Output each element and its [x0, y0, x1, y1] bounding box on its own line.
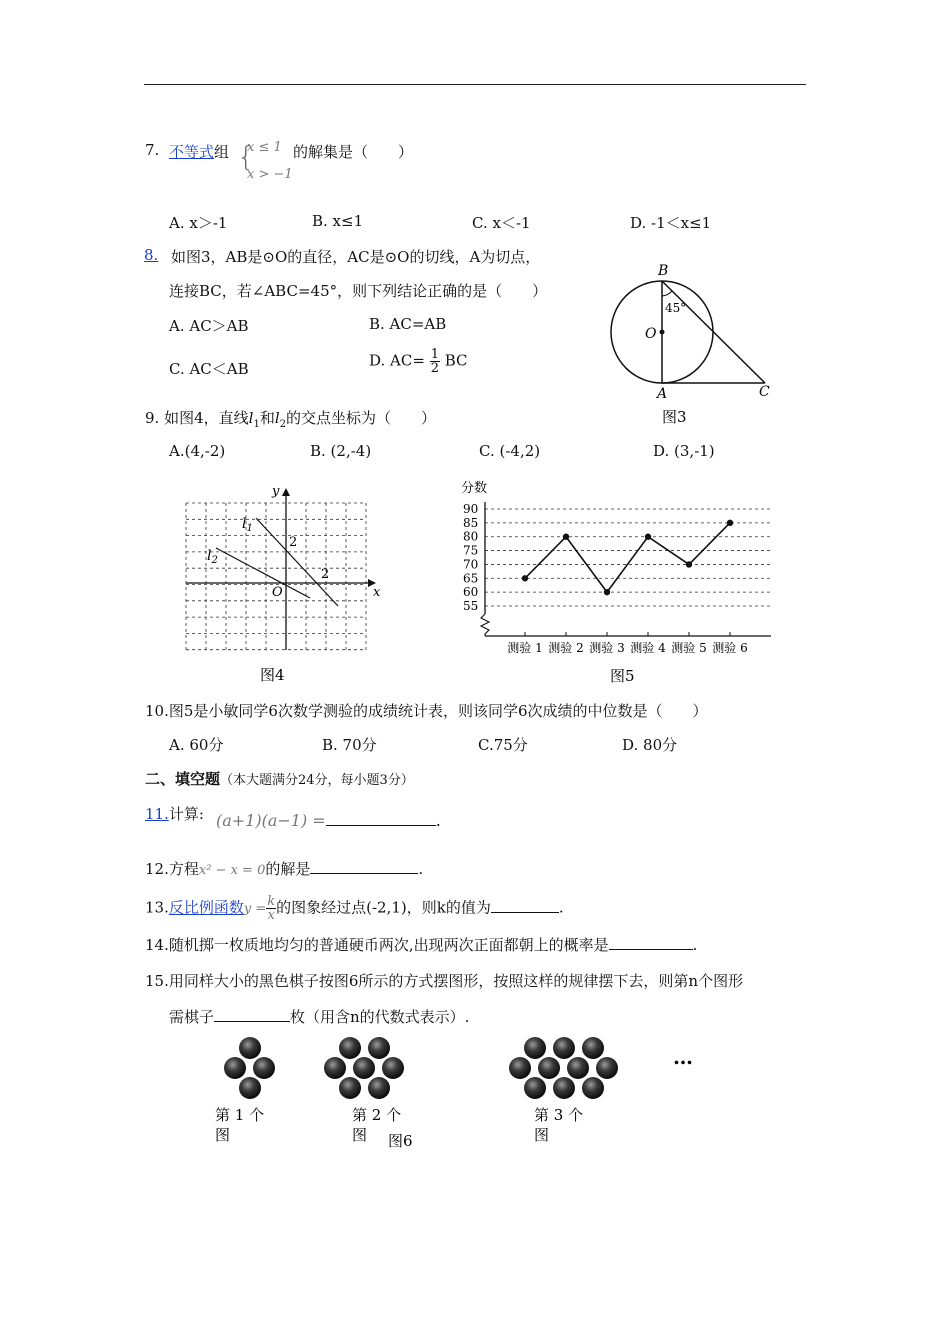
label-l2: $l_2$ [207, 548, 218, 566]
q10-option-d: D. 80分 [622, 736, 678, 754]
section-2-note: （本大题满分24分，每小题3分） [220, 773, 414, 788]
q13-link-inverse-function[interactable]: 反比例函数 [168, 898, 244, 917]
chart-y-tick-label: 75 [463, 543, 479, 558]
q9-stem: 9. 如图4，直线$l_1$和$l_2$的交点坐标为（ ） [145, 409, 437, 430]
chart-y-tick-label: 90 [463, 502, 479, 516]
center-point [660, 330, 665, 335]
grid-lines [186, 503, 366, 650]
y-axis-arrow [282, 488, 290, 496]
chart-point [563, 534, 569, 540]
chart-x-tick-label: 测验 4 [630, 641, 666, 655]
q13: 13.反比例函数y = $\frac{k}{x}$的图象经过点(-2,1)，则k的值为 . [145, 894, 564, 923]
chart-y-tick-label: 85 [463, 515, 479, 530]
label-y-2: 2 [289, 535, 298, 550]
label-x-2: 2 [321, 567, 330, 582]
chart-y-tick-label: 70 [463, 557, 479, 572]
label-x: x [373, 585, 381, 600]
chart-x-tick-label: 测验 3 [589, 641, 625, 655]
q14: 14.随机掷一枚质地均匀的普通硬币两次,出现两次正面都朝上的概率是 . [145, 936, 698, 954]
chart-y-tick-label: 55 [463, 599, 479, 613]
black-stone [253, 1057, 275, 1079]
q10-option-a: A. 60分 [169, 736, 224, 754]
pattern-2-label: 第 2 个 [352, 1106, 402, 1124]
chart-point [645, 534, 651, 540]
label-o: O [645, 326, 657, 342]
chart-y-tick-label: 60 [463, 585, 479, 600]
black-stone [339, 1077, 361, 1099]
q11-expression: (a+1)(a−1) = . [216, 811, 441, 830]
q7-option-d: D. -1＜x≤1 [630, 214, 712, 232]
q8-line2: 连接BC，若∠ABC=45°，则下列结论正确的是（ ） [169, 282, 548, 300]
black-stone [582, 1077, 604, 1099]
chart-point [604, 589, 610, 595]
q10-option-c: C.75分 [478, 736, 528, 754]
q12: 12.方程x² − x = 0的解是 . [145, 860, 424, 878]
pattern-3-label: 第 3 个 [534, 1106, 584, 1124]
black-stone [567, 1057, 589, 1079]
black-stone [596, 1057, 618, 1079]
black-stone [239, 1077, 261, 1099]
label-a: A [657, 386, 668, 402]
chart-x-tick-label: 测验 1 [507, 641, 543, 655]
q11-answer-blank[interactable] [326, 811, 436, 826]
pattern-1-label: 第 1 个 [215, 1106, 265, 1124]
q7-stem: 的解集是（ ） [293, 143, 414, 161]
label-c: C [759, 384, 770, 400]
chart-y-tick-label: 80 [463, 529, 479, 544]
q8-option-a: A. AC＞AB [169, 317, 249, 335]
figure-5-caption: 图5 [610, 667, 635, 685]
black-stone [553, 1037, 575, 1059]
figure-3-circle-tangent [605, 262, 790, 427]
angle-45-label: 45° [665, 301, 687, 315]
q7-system-line2: x > −1 [247, 167, 293, 182]
chart-x-tick-label: 测验 5 [671, 641, 707, 655]
chart-series-line [525, 523, 730, 592]
chart-x-tick-label: 测验 2 [548, 641, 584, 655]
chart-point [522, 575, 528, 581]
chart-axis-break [481, 614, 489, 636]
q7-option-b: B. x≤1 [312, 212, 364, 230]
q8-option-b: B. AC=AB [369, 315, 447, 333]
black-stone [339, 1037, 361, 1059]
figure-4-caption: 图4 [260, 666, 285, 684]
q7-link-inequality[interactable]: 不等式 [169, 143, 215, 161]
black-stone [239, 1037, 261, 1059]
label-y: y [272, 484, 280, 499]
black-stone [509, 1057, 531, 1079]
q8-option-d-fraction: $\frac{1}{2}$ [430, 347, 439, 376]
black-stone [382, 1057, 404, 1079]
q8-line1: 如图3，AB是⊙O的直径，AC是⊙O的切线，A为切点， [171, 248, 541, 266]
label-origin: O [272, 585, 283, 600]
q13-answer-blank[interactable] [491, 898, 559, 913]
black-stone [553, 1077, 575, 1099]
q9-option-a: A.(4,-2) [169, 442, 226, 460]
q9-option-d: D. (3,-1) [653, 442, 715, 460]
q10-stem: 10.图5是小敏同学6次数学测验的成绩统计表，则该同学6次成绩的中位数是（ ） [145, 702, 708, 720]
line-l1 [256, 518, 338, 606]
q8-option-d: D. AC= $\frac{1}{2}$ BC [369, 347, 468, 376]
figure-4-coordinate-grid [180, 480, 390, 690]
chart-point [686, 561, 692, 567]
black-stone [368, 1037, 390, 1059]
black-stone [524, 1077, 546, 1099]
header-rule [144, 84, 806, 85]
figure-6-caption: 图6 [388, 1132, 413, 1150]
q7-option-a: A. x＞-1 [169, 214, 228, 232]
q11-number[interactable]: 11. [145, 805, 169, 823]
section-2-heading [145, 768, 414, 789]
figure-5-line-chart [455, 476, 790, 691]
black-stone [524, 1037, 546, 1059]
figure-6-ellipsis: … [673, 1045, 693, 1069]
black-stone [368, 1077, 390, 1099]
figure-6-chess-patterns [200, 1030, 720, 1160]
black-stone [353, 1057, 375, 1079]
q13-fraction: $\frac{k}{x}$ [267, 894, 276, 923]
segment-bc [662, 281, 765, 383]
q7-stem-line [169, 141, 229, 162]
q7-brace: { [237, 140, 255, 173]
black-stone [224, 1057, 246, 1079]
q8-option-c: C. AC＜AB [169, 360, 249, 378]
chart-y-ticks [463, 502, 478, 613]
chart-point [727, 520, 733, 526]
chart-y-tick-label: 65 [463, 571, 479, 586]
chart-ylabel: 分数 [461, 481, 488, 496]
section-2-title: 二、填空题 [145, 770, 221, 788]
black-stone [582, 1037, 604, 1059]
q12-equation: x² − x = 0 [198, 863, 266, 878]
q10-option-b: B. 70分 [322, 736, 377, 754]
black-stone [538, 1057, 560, 1079]
figure-3-caption: 图3 [662, 408, 687, 426]
q11: 11.计算: [145, 805, 204, 823]
q7-option-c: C. x＜-1 [472, 214, 531, 232]
pattern-1-label-2: 图 [215, 1126, 231, 1144]
q7-number: 7. [145, 141, 160, 159]
q14-answer-blank[interactable] [609, 935, 693, 950]
q9-option-b: B. (2,-4) [310, 442, 372, 460]
q9-option-c: C. (-4,2) [479, 442, 541, 460]
angle-arc [662, 291, 672, 296]
q15-line2: 需棋子 枚（用含n的代数式表示）. [169, 1008, 470, 1026]
chart-points [522, 520, 733, 596]
pattern-3-label-2: 图 [534, 1126, 550, 1144]
q7-system-line1: x ≤ 1 [247, 140, 282, 155]
q7-suffix: 组 [214, 143, 230, 161]
q12-answer-blank[interactable] [310, 859, 418, 874]
q15-answer-blank[interactable] [214, 1007, 290, 1022]
q8-number[interactable]: 8. [144, 246, 159, 264]
label-b: B [658, 263, 669, 279]
black-stones [224, 1037, 618, 1099]
pattern-2-label-2: 图 [352, 1126, 368, 1144]
black-stone [324, 1057, 346, 1079]
chart-x-tick-label: 测验 6 [712, 641, 748, 655]
q15-line1: 15.用同样大小的黑色棋子按图6所示的方式摆图形，按照这样的规律摆下去，则第n个图形 [145, 972, 744, 990]
label-l1: $l_1$ [242, 516, 253, 534]
line-l2 [216, 548, 310, 598]
